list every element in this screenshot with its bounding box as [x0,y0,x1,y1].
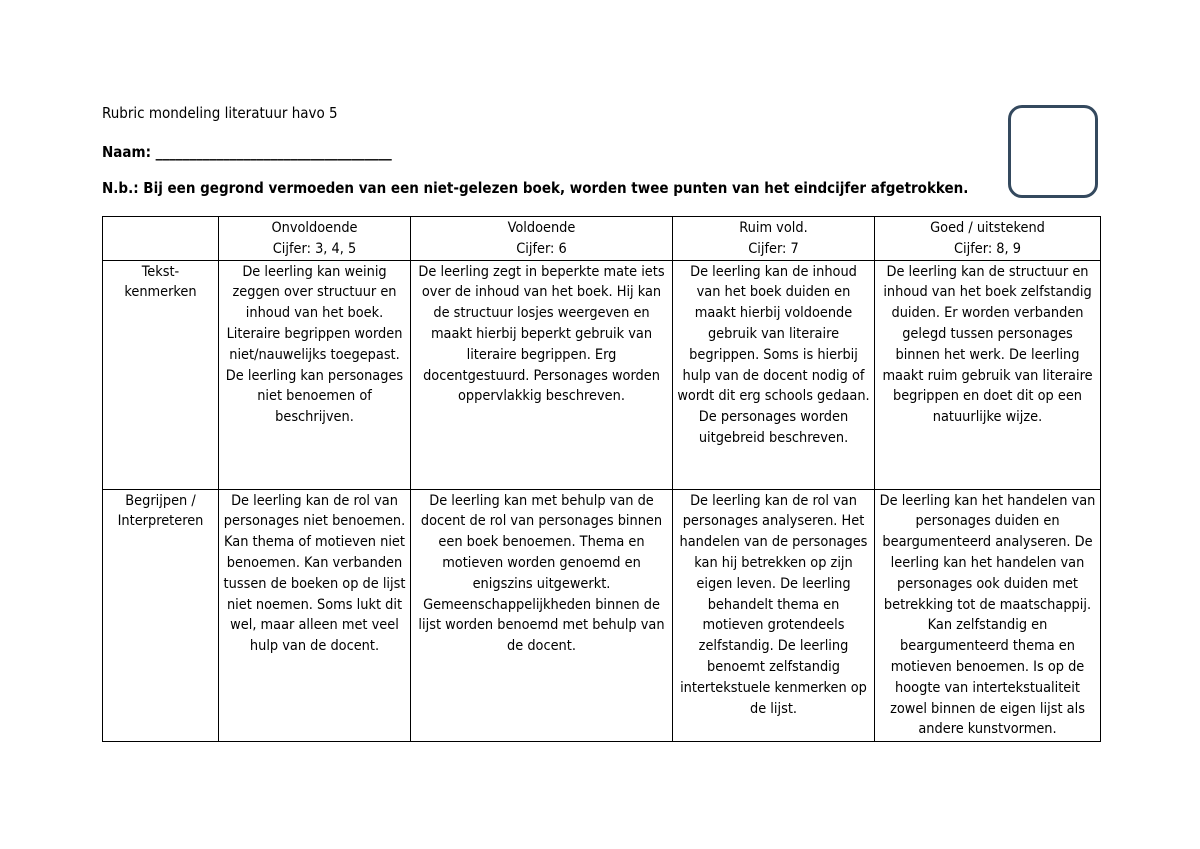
criterion-cell: Tekst-kenmerken [103,260,219,489]
name-field-line: Naam: ___________________________________ [102,143,392,161]
grade-label: Cijfer: 8, 9 [954,240,1021,257]
table-row [103,260,1101,489]
rubric-cell: De leerling zegt in beperkte mate iets over de inhoud van het boek. Hij kan de structuur losjes weergeven en maakt hierbij beperkt gebruik van literaire begrippen. Erg docentgestuurd. Personages worden oppervlakkig beschreven. [411,260,673,489]
rubric-cell: De leerling kan het handelen van personages duiden en beargumenteerd analyseren. De leerling kan het handelen van personages ook duiden met betrekking tot de maatschappij. Kan zelfstandig en beargumenteerd thema en motieven benoemen. Is op de hoogte van intertekstualiteit zowel binnen de eigen lijst als andere kunstvormen. [875,489,1101,741]
rubric-cell: De leerling kan de inhoud van het boek duiden en maakt hierbij voldoende gebruik van literaire begrippen. Soms is hierbij hulp van de docent nodig of wordt dit erg schools gedaan. De personages worden uitgebreid beschreven. [673,260,875,489]
level-label: Voldoende [507,220,576,236]
rubric-cell: De leerling kan de structuur en inhoud van het boek zelfstandig duiden. Er worden verbanden gelegd tussen personages binnen het werk. De leerling maakt ruim gebruik van literaire begrippen en doet dit op een natuurlijke wijze. [875,260,1101,489]
grade-label: Cijfer: 7 [748,240,799,257]
header-voldoende [411,217,673,261]
header-onvoldoende [219,217,411,261]
rubric-cell: De leerling kan de rol van personages analyseren. Het handelen van de personages kan hij betrekken op zijn eigen leven. De leerling behandelt thema en motieven grotendeels zelfstandig. De leerling benoemt zelfstandig intertekstuele kenmerken op de lijst. [673,489,875,741]
level-label: Onvoldoende [271,220,358,236]
header-goed-uitstekend [875,217,1101,261]
header-ruim-voldoende [673,217,875,261]
grade-box [1008,105,1098,198]
rubric-cell: De leerling kan de rol van personages niet benoemen. Kan thema of motieven niet benoemen. Kan verbanden tussen de boeken op de lijst niet noemen. Soms lukt dit wel, maar alleen met veel hulp van de docent. [219,489,411,741]
criterion-cell: Begrijpen / Interpreteren [103,489,219,741]
rubric-cell: De leerling kan weinig zeggen over structuur en inhoud van het boek. Literaire begrippen worden niet/nauwelijks toegepast. De leerling kan personages niet benoemen of beschrijven. [219,260,411,489]
rubric-cell: De leerling kan met behulp van de docent de rol van personages binnen een boek benoemen. Thema en motieven worden genoemd en enigszins uitgewerkt. Gemeenschappelijkheden binnen de lijst worden benoemd met behulp van de docent. [411,489,673,741]
rubric-table [102,216,1101,742]
note-text: N.b.: Bij een gegrond vermoeden van een niet-gelezen boek, worden twee punten van het eindcijfer afgetrokken. [102,179,969,197]
corner-cell [103,217,219,261]
level-label: Ruim vold. [739,220,808,236]
grade-label: Cijfer: 6 [516,240,567,257]
header-row [103,217,1101,261]
table-row [103,489,1101,741]
level-label: Goed / uitstekend [930,220,1045,236]
document-title: Rubric mondeling literatuur havo 5 [102,104,338,122]
grade-label: Cijfer: 3, 4, 5 [272,240,357,257]
